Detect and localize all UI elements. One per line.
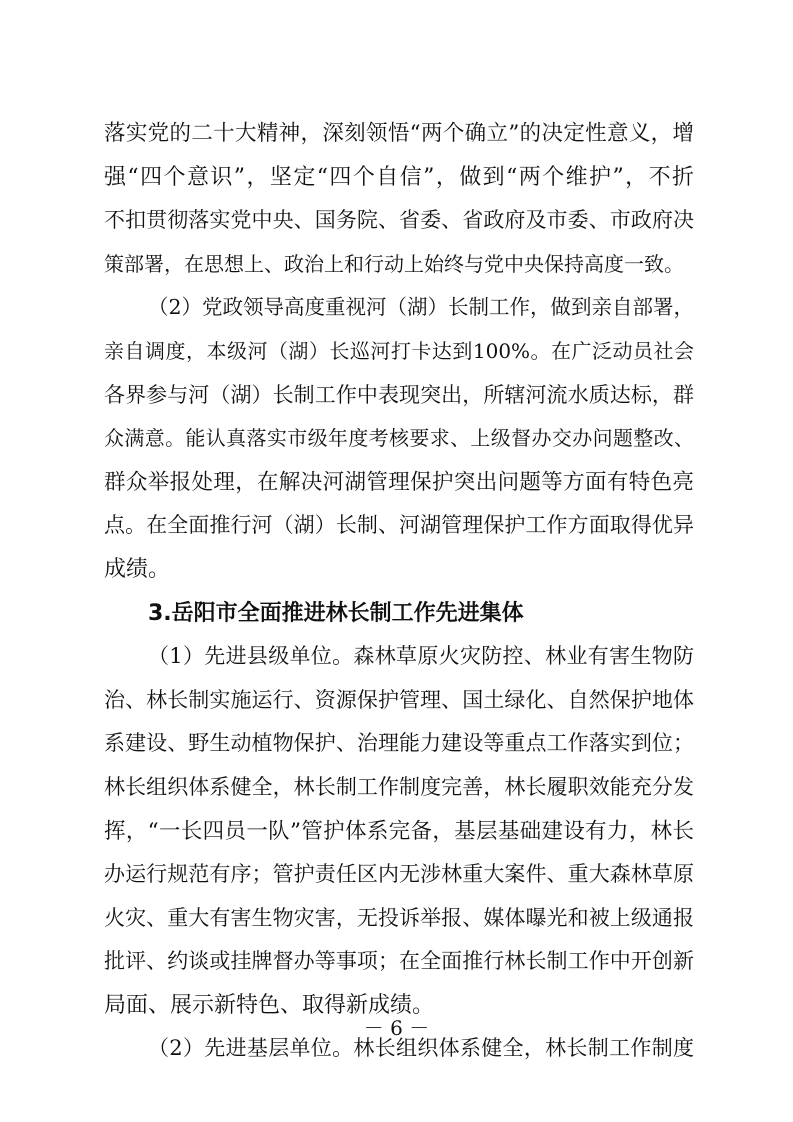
text-line: 不扣贯彻落实党中央、国务院、省委、省政府及市委、市政府决 <box>104 208 694 233</box>
text-line: 强“四个意识”，坚定“四个自信”，做到“两个维护”，不折 <box>104 164 694 190</box>
text-line: 火灾、重大有害生物灾害，无投诉举报、媒体曝光和被上级通报 <box>104 905 694 930</box>
text-line: （1）先进县级单位。森林草原火灾防控、林业有害生物防 <box>148 644 694 669</box>
text-line: 挥，“一长四员一队”管护体系完备，基层基础建设有力，林长 <box>104 818 694 844</box>
text-line: 亲自调度，本级河（湖）长巡河打卡达到100%。在广泛动员社会 <box>104 338 694 363</box>
body-text <box>104 112 694 1071</box>
text-line: 各界参与河（湖）长制工作中表现突出，所辖河流水质达标，群 <box>104 382 694 407</box>
section-heading: 3.岳阳市全面推进林长制工作先进集体 <box>148 600 524 626</box>
text-line: 系建设、野生动植物保护、治理能力建设等重点工作落实到位； <box>104 731 694 756</box>
text-line: 众满意。能认真落实市级年度考核要求、上级督办交办问题整改、 <box>104 426 694 451</box>
text-line: 落实党的二十大精神，深刻领悟“两个确立”的决定性意义，增 <box>104 121 694 146</box>
text-line: 批评、约谈或挂牌督办等事项；在全面推行林长制工作中开创新 <box>104 949 694 974</box>
text-line: 局面、展示新特色、取得新成绩。 <box>104 992 435 1018</box>
text-line: 策部署，在思想上、政治上和行动上始终与党中央保持高度一致。 <box>104 251 684 276</box>
text-line: 林长组织体系健全，林长制工作制度完善，林长履职效能充分发 <box>104 774 694 799</box>
text-line: 办运行规范有序；管护责任区内无涉林重大案件、重大森林草原 <box>104 862 694 887</box>
text-line: 治、林长制实施运行、资源保护管理、国土绿化、自然保护地体 <box>104 687 694 712</box>
text-line: 成绩。 <box>104 556 171 582</box>
text-line: （2）先进基层单位。林长组织体系健全，林长制工作制度 <box>148 1036 694 1061</box>
text-line: 群众举报处理，在解决河湖管理保护突出问题等方面有特色亮 <box>104 469 694 495</box>
text-line: （2）党政领导高度重视河（湖）长制工作，做到亲自部署， <box>148 295 694 320</box>
text-line: 点。在全面推行河（湖）长制、河湖管理保护工作方面取得优异 <box>104 513 694 538</box>
page-number: － 6 － <box>363 1016 430 1040</box>
